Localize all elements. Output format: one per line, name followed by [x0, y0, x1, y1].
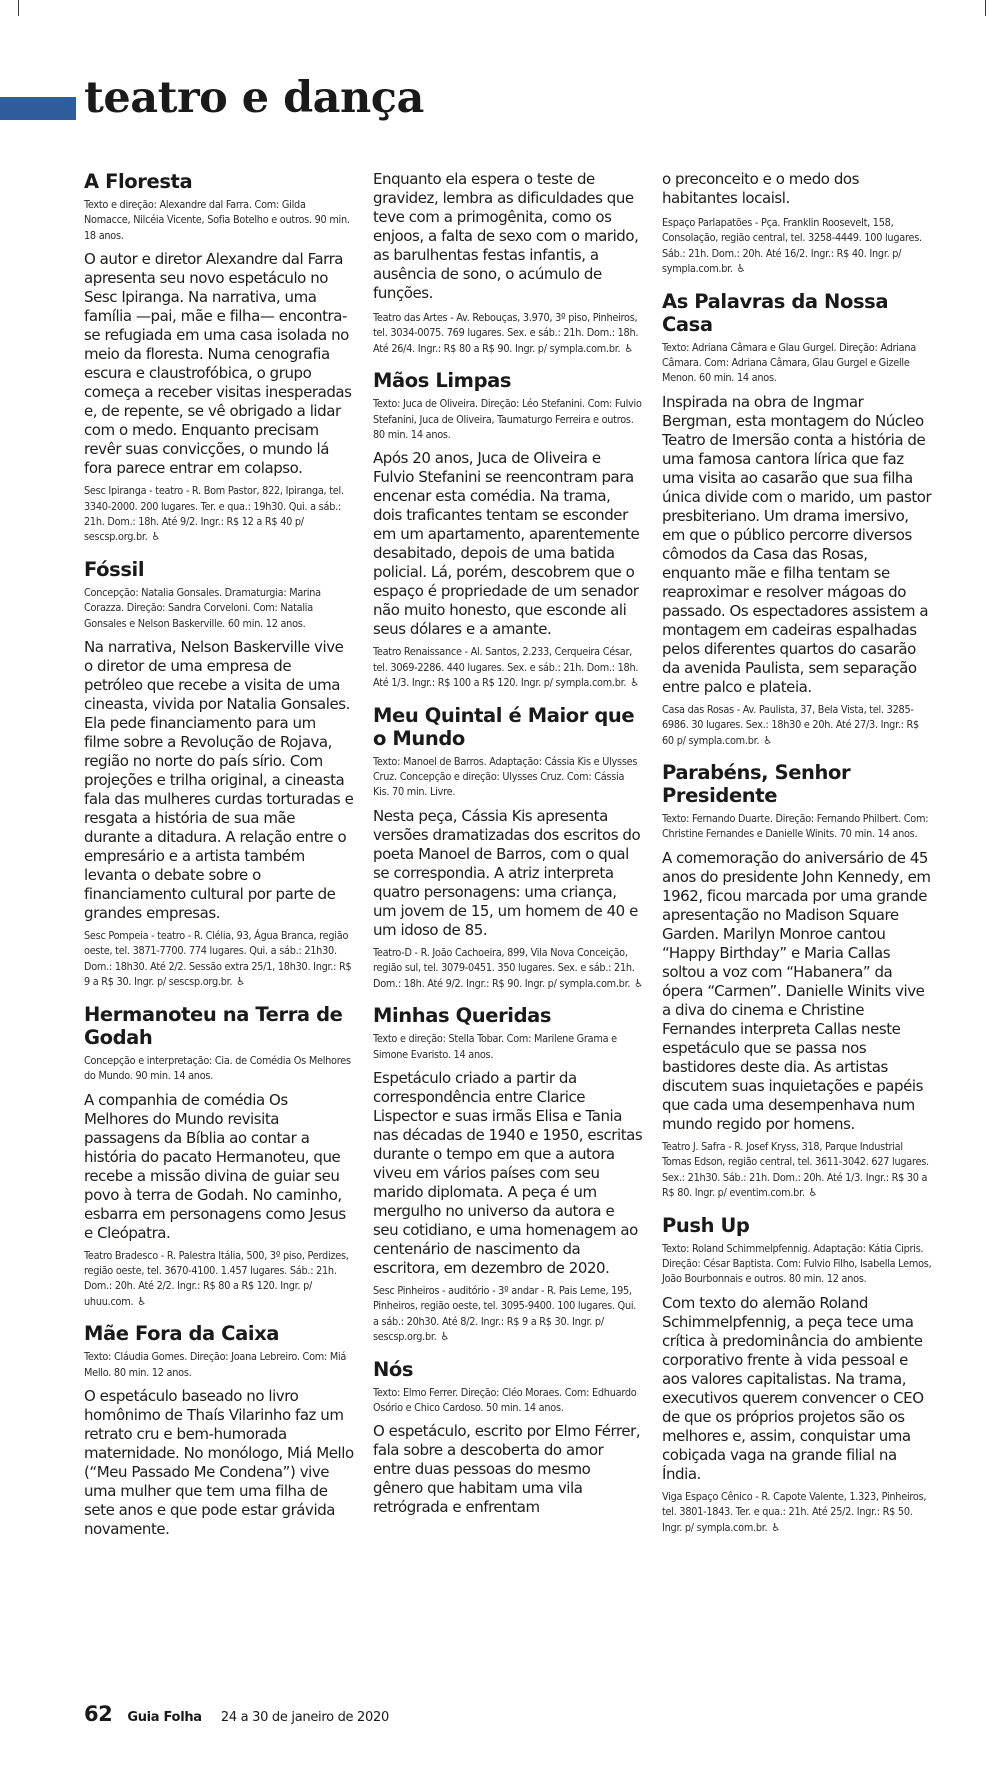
wheelchair-icon: ♿ [151, 530, 161, 544]
wheelchair-icon: ♿ [440, 1330, 450, 1344]
venue-text: Teatro Bradesco - R. Palestra Itália, 500, 3º piso, Perdizes, região oeste, tel. 3670-4100. 1.457 lugares. Sáb.: 21h. Dom.: 20h. Até 2/2. Ingr.: R$ 80 a R$ 120. Ingr. p/ uhuu.com. [84, 1248, 349, 1308]
listing-credits: Texto: Juca de Oliveira. Direção: Léo Stefanini. Com: Fulvio Stefanini, Juca de Oliveira, Taumaturgo Ferreira e outros. 80 min. 14 anos. [373, 397, 642, 442]
section-title: teatro e dança [84, 73, 424, 123]
wheelchair-icon: ♿ [736, 262, 746, 276]
venue-info [373, 310, 643, 356]
venue-info [662, 1489, 932, 1535]
listing-entry [373, 1358, 643, 1518]
listing-credits: Texto: Elmo Ferrer. Direção: Cléo Moraes. Com: Edhuardo Osório e Chico Cardoso. 50 min. 14 anos. [373, 1385, 637, 1414]
listing-entry [662, 290, 932, 748]
venue-info [662, 215, 932, 277]
wheelchair-icon: ♿ [630, 676, 639, 690]
continued-summary: Enquanto ela espera o teste de gravidez, lembra as dificuldades que teve com a primogênita, como os enjoos, a falta de sexo com o marido, as barulhentas festas infantis, a ausência de sono, o acúmulo de funções. [373, 170, 639, 302]
listing-summary: Inspirada na obra de Ingmar Bergman, esta montagem do Núcleo Teatro de Imersão conta a história de uma famosa cantora lírica que faz uma visita ao casarão que sua filha única divide com o marido, um pastor presbiteriano. Um drama imersivo, em que o público percorre diversos cômodos da Casa das Rosas, enquanto mãe e filha tentam se reaproximar e resolver mágoas do passado. Os espectadores assistem a montagem em cadeiras espalhadas pelos diferentes quartos do casarão da avenida Paulista, sem separação entre palco e plateia. [662, 392, 932, 696]
listing-entry [84, 558, 354, 990]
listing-title: Minhas Queridas [373, 1004, 552, 1028]
venue-text: Teatro Renaissance - Al. Santos, 2.233, Cerqueira César, tel. 3069-2286. 440 lugares. Sex. e sáb.: 21h. Dom.: 18h. Até 1/3. Ingr.: R$ 100 a R$ 120. Ingr. p/ sympla.com.br. [373, 645, 639, 690]
section-color-bar [0, 97, 76, 120]
listing-title: Nós [373, 1357, 414, 1381]
listing-summary: O autor e diretor Alexandre dal Farra apresenta seu novo espetáculo no Sesc Ipiranga. Na narrativa, uma família —pai, mãe e filha— encontra-se refugiada em uma casa isolada no meio da floresta. Numa cenografia escura e claustrofóbica, o grupo começa a receber visitas inesperadas e, de repente, se vê obrigado a lidar com o medo. Enquanto precisam revêr suas convicções, o mundo lá fora parece entrar em colapso. [84, 250, 352, 478]
venue-text: Sesc Pinheiros - auditório - 3º andar - R. Pais Leme, 195, Pinheiros, região oeste, tel. 3095-9400. 100 lugares. Qui. a sáb.: 20h30. Até 8/2. Ingr.: R$ 9 a R$ 30. Ingr. p/ sescsp.org.br. [373, 1283, 637, 1344]
listing-entry [84, 1322, 354, 1539]
listing-title: Hermanoteu na Terra de Godah [84, 1002, 343, 1049]
column-3 [662, 170, 932, 1548]
listing-entry [373, 704, 643, 991]
continued-summary: o preconceito e o medo dos habitantes locaisl. [662, 170, 859, 207]
venue-info [373, 945, 643, 991]
listing-entry [662, 761, 932, 1200]
listing-entry [373, 369, 643, 690]
issue-date: 24 a 30 de janeiro de 2020 [220, 1710, 389, 1725]
venue-text: Casa das Rosas - Av. Paulista, 37, Bela Vista, tel. 3285-6986. 30 lugares. Sex.: 18h30 e 20h. Até 27/3. Ingr.: R$ 60 p/ sympla.com.br. [662, 702, 919, 747]
listing-credits: Texto e direção: Stella Tobar. Com: Marilene Grama e Simone Evaristo. 14 anos. [373, 1032, 617, 1061]
wheelchair-icon: ♿ [236, 975, 245, 989]
venue-info [662, 702, 932, 748]
venue-text: Sesc Pompeia - teatro - R. Clélia, 93, Água Branca, região oeste, tel. 3871-7700. 774 lugares. Qui. a sáb.: 21h30. Dom.: 18h30. Até 2/2. Sessão extra 25/1, 18h30. Ingr.: R$ 9 a R$ 30. Ingr. p/ sescsp.org.br. [84, 929, 352, 989]
venue-info [373, 644, 643, 690]
venue-info [84, 483, 354, 545]
listing-credits: Texto: Cláudia Gomes. Direção: Joana Lebreiro. Com: Miá Mello. 80 min. 12 anos. [84, 1350, 347, 1379]
venue-text: Teatro-D - R. João Cachoeira, 899, Vila Nova Conceição, região sul, tel. 3079-0451. 350 lugares. Sex. e sáb.: 21h. Dom.: 18h. Até 9/2. Ingr.: R$ 90. Ingr. p/ sympla.com.br. [373, 945, 635, 990]
listing-entry [373, 1004, 643, 1344]
listing-summary: Na narrativa, Nelson Baskerville vive o diretor de uma empresa de petróleo que recebe a visita de uma cineasta, vivida por Natalia Gonsales. Ela pede financiamento para um filme sobre a Revolução de Rojava, região no norte do país sírio. Com projeções e trilha original, a cineasta fala das mulheres curdas torturadas e resgata a história de sua mãe durante a ditadura. A relação entre o empresário e a artista também levanta o debate sobre o financiamento cultural por parte de grandes empresas. [84, 638, 354, 923]
page-number: 62 [84, 1702, 113, 1726]
listing-title: Push Up [662, 1213, 750, 1237]
listing-summary: Nesta peça, Cássia Kis apresenta versões dramatizadas dos escritos do poeta Manoel de Barros, com o qual se correspondia. A atriz interpreta quatro personagens: uma criança, um jovem de 15, um homem de 40 e um idoso de 85. [373, 806, 641, 939]
listing-credits: Concepção: Natalia Gonsales. Dramaturgia: Marina Corazza. Direção: Sandra Corveloni. Com: Natalia Gonsales e Nelson Baskerville. 60 min. 12 anos. [84, 585, 321, 630]
listing-summary: O espetáculo, escrito por Elmo Férrer, fala sobre a descoberta do amor entre duas pessoas do mesmo gênero que habitam uma vila retrógrada e enfrentam [373, 1422, 641, 1517]
column-2 [373, 170, 643, 1530]
venue-info [84, 1248, 354, 1310]
listing-summary: O espetáculo baseado no livro homônimo de Thaís Vilarinho faz um retrato cru e bem-humorada maternidade. No monólogo, Miá Mello (“Meu Passado Me Condena”) vive uma mulher que tem uma filha de sete anos e que pode estar grávida novamente. [84, 1386, 354, 1538]
crop-mark-left [18, 0, 19, 16]
wheelchair-icon: ♿ [763, 733, 772, 747]
wheelchair-icon: ♿ [771, 1520, 781, 1534]
listing-title: Parabéns, Senhor Presidente [662, 761, 851, 808]
crop-mark-right [985, 0, 986, 16]
listing-entry [84, 1003, 354, 1309]
venue-info [84, 928, 354, 990]
listing-title: Mãos Limpas [373, 369, 512, 393]
venue-text: Viga Espaço Cênico - R. Capote Valente, 1.323, Pinheiros, tel. 3801-1843. Ter. e qua.: 21h. Até 25/2. Ingr.: R$ 50. Ingr. p/ sympla.com.br. [662, 1489, 927, 1534]
venue-text: Teatro J. Safra - R. Josef Kryss, 318, Parque Industrial Tomas Edson, região central, tel. 3611-3042. 627 lugares. Sex.: 21h30. Sáb.: 21h. Dom.: 20h. Até 1/3. Ingr.: R$ 30 a R$ 80. Ingr. p/ eventim.com.br. [662, 1139, 929, 1200]
wheelchair-icon: ♿ [624, 341, 633, 355]
listing-credits: Texto: Fernando Duarte. Direção: Fernando Philbert. Com: Christine Fernandes e Danielle Winits. 70 min. 14 anos. [662, 812, 929, 841]
listing-credits: Concepção e interpretação: Cia. de Comédia Os Melhores do Mundo. 90 min. 14 anos. [84, 1053, 351, 1083]
listing-summary: Com texto do alemão Roland Schimmelpfennig, a peça tece uma crítica à predominância do ambiente corporativo frente à vida pessoal e aos valores capitalistas. Na trama, executivos querem convencer o CEO de que os próprios projetos são os melhores e, assim, conquistar uma cobiçada vaga na grande filial na Índia. [662, 1293, 924, 1483]
wheelchair-icon: ♿ [137, 1294, 146, 1308]
listing-credits: Texto: Adriana Câmara e Glau Gurgel. Direção: Adriana Câmara. Com: Adriana Câmara, Glau Gurgel e Gizelle Menon. 60 min. 14 anos. [662, 340, 916, 385]
listing-credits: Texto: Roland Schimmelpfennig. Adaptação: Kátia Cipris. Direção: César Baptista. Com: Fulvio Filho, Isabella Lemos, João Bourbonnais e outros. 80 min. 12 anos. [662, 1241, 932, 1286]
listing-title: Meu Quintal é Maior que o Mundo [373, 703, 635, 750]
venue-text: Espaço Parlapatões - Pça. Franklin Roosevelt, 158, Consolação, região central, tel. 3258-4449. 100 lugares. Sáb.: 21h. Dom.: 20h. Até 16/2. Ingr.: R$ 40. Ingr. p/ sympla.com.br. [662, 216, 922, 276]
listing-title: Mãe Fora da Caixa [84, 1322, 280, 1346]
wheelchair-icon: ♿ [634, 976, 643, 990]
page-footer [84, 1702, 389, 1726]
venue-text: Teatro das Artes - Av. Rebouças, 3.970, 3º piso, Pinheiros, tel. 3034-0075. 769 lugares. Sex. e sáb.: 21h. Dom.: 18h. Até 26/4. Ingr.: R$ 80 a R$ 90. Ingr. p/ sympla.com.br. [373, 311, 639, 355]
listing-title: As Palavras da Nossa Casa [662, 289, 889, 336]
venue-text: Sesc Ipiranga - teatro - R. Bom Pastor, 822, Ipiranga, tel. 3340-2000. 200 lugares. Ter. e qua.: 19h30. Qui. a sáb.: 21h. Dom.: 18h. Até 9/2. Ingr.: R$ 12 a R$ 40 p/ sescsp.org.br. [84, 484, 344, 544]
listing-credits: Texto: Manoel de Barros. Adaptação: Cássia Kis e Ulysses Cruz. Concepção e direção: Ulysses Cruz. Com: Cássia Kis. 70 min. Livre. [373, 754, 638, 799]
listing-summary: Espetáculo criado a partir da correspondência entre Clarice Lispector e suas irmãs Elisa e Tania nas décadas de 1940 e 1950, escritas durante o tempo em que a autora viveu em vários países com seu marido diplomata. A peça é um mergulho no universo da autora e seu cotidiano, e uma homenagem ao centenário de nascimento da escritora, em dezembro de 2020. [373, 1068, 643, 1277]
listing-summary: Após 20 anos, Juca de Oliveira e Fulvio Stefanini se reencontram para encenar esta comédia. Na trama, dois traficantes tentam se esconder em um apartamento, aparentemente desabitado, depois de uma batida policial. Lá, porém, descobrem que o espaço é propriedade de um senador não muito honesto, que esconde ali seus dólares e a amante. [373, 449, 640, 639]
listing-entry [662, 1214, 932, 1535]
listing-title: A Floresta [84, 170, 193, 193]
listing-entry [84, 170, 354, 545]
listing-summary: A companhia de comédia Os Melhores do Mundo revisita passagens da Bíblia ao contar a história do pacato Hermanoteu, que recebe a missão divina de guiar seu povo à terra de Godah. No caminho, esbarra em personagens como Jesus e Cleópatra. [84, 1090, 346, 1242]
listing-credits: Texto e direção: Alexandre dal Farra. Com: Gilda Nomacce, Nilcéia Vicente, Sofia Botelho e outros. 90 min. 18 anos. [84, 198, 350, 242]
listing-summary: A comemoração do aniversário de 45 anos do presidente John Kennedy, em 1962, ficou marcada por uma grande apresentação no Madison Square Garden. Marilyn Monroe cantou “Happy Birthday” e Maria Callas soltou a voz com “Habanera” da ópera “Carmen”. Danielle Winits vive a diva do cinema e Christine Fernandes interpreta Callas neste espetáculo que se passa nos bastidores deste dia. As artistas discutem suas inquietações e papéis que cada uma desempenhava num mundo regido por homens. [662, 848, 931, 1133]
wheelchair-icon: ♿ [808, 1186, 818, 1200]
column-1 [84, 170, 354, 1552]
listing-title: Fóssil [84, 557, 145, 581]
venue-info [373, 1283, 643, 1345]
venue-info [662, 1139, 932, 1201]
publication-name: Guia Folha [127, 1710, 202, 1725]
